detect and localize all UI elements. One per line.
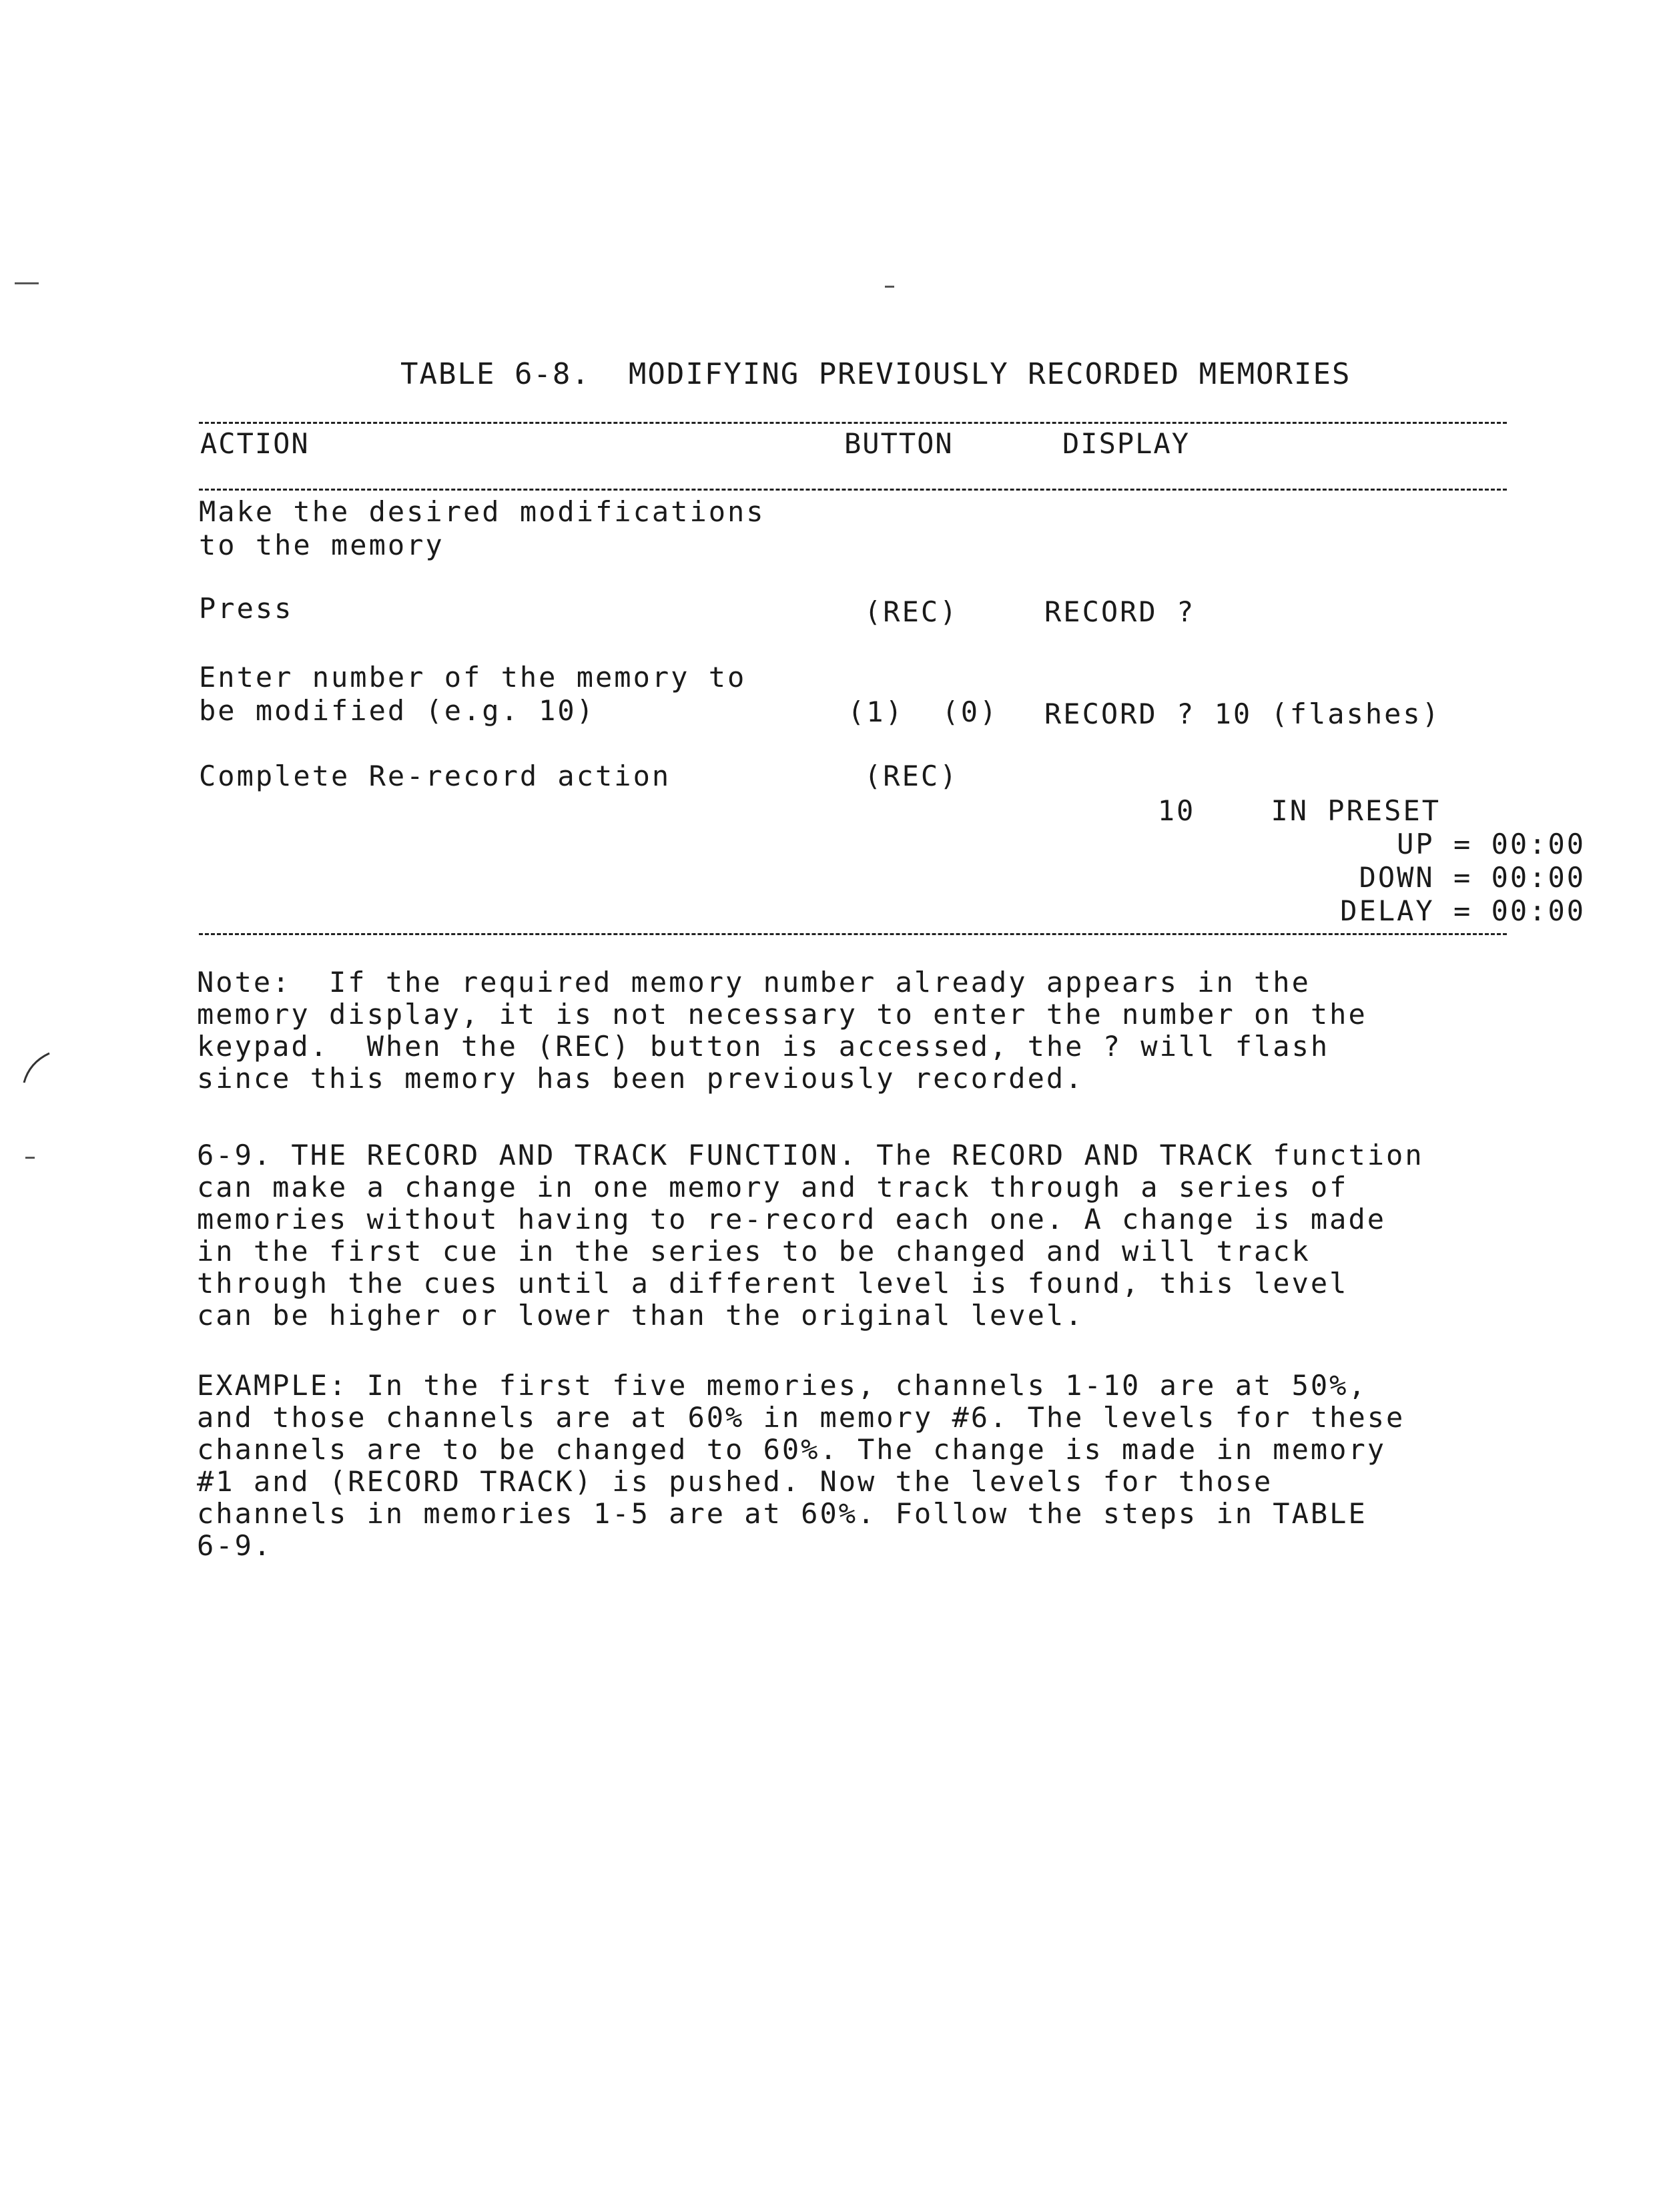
example-line: 6-9. xyxy=(197,1529,273,1562)
table-top-rule xyxy=(199,422,1507,424)
example-line: channels are to be changed to 60%. The change is made in memory xyxy=(197,1433,1387,1466)
scan-mark xyxy=(15,282,39,284)
display-memory-state: IN PRESET xyxy=(1271,794,1441,827)
display-memory-number: 10 xyxy=(1157,794,1196,827)
row4-action: Complete Re-record action xyxy=(199,760,671,792)
row1-action-line2: to the memory xyxy=(199,529,444,561)
example-line: channels in memories 1-5 are at 60%. Follow the steps in TABLE xyxy=(197,1497,1367,1530)
section-line: 6-9. THE RECORD AND TRACK FUNCTION. The RECORD AND TRACK function xyxy=(197,1139,1424,1171)
table-header-rule xyxy=(199,489,1507,491)
section-line: can make a change in one memory and track through a series of xyxy=(197,1171,1349,1203)
note-line: since this memory has been previously recorded. xyxy=(197,1062,1084,1095)
scan-mark xyxy=(25,1157,35,1159)
display-line xyxy=(1044,761,1586,827)
note-line: keypad. When the (REC) button is accessed, the ? will flash xyxy=(197,1030,1330,1063)
section-6-9-paragraph xyxy=(197,1139,1518,1332)
row4-button: (REC) xyxy=(864,760,959,792)
section-line: memories without having to re-record each one. A change is made xyxy=(197,1203,1387,1235)
note-line: memory display, it is not necessary to enter the number on the xyxy=(197,998,1367,1031)
section-line: through the cues until a different level is found, this level xyxy=(197,1267,1349,1300)
example-line: #1 and (RECORD TRACK) is pushed. Now the levels for those xyxy=(197,1465,1273,1498)
row4-display xyxy=(1044,761,1586,927)
scan-mark xyxy=(885,286,894,288)
margin-stroke xyxy=(20,1048,60,1088)
section-line: can be higher or lower than the original level. xyxy=(197,1299,1084,1332)
row3-display: RECORD ? 10 (flashes) xyxy=(1044,698,1441,730)
display-down-value: = 00:00 xyxy=(1453,861,1586,894)
display-up-value: = 00:00 xyxy=(1453,828,1586,860)
row2-display: RECORD ? xyxy=(1044,595,1196,628)
table-title: TABLE 6-8. MODIFYING PREVIOUSLY RECORDED MEMORIES xyxy=(400,357,1351,391)
example-paragraph xyxy=(197,1370,1518,1562)
display-up-label: UP xyxy=(1397,828,1435,860)
header-action: ACTION xyxy=(200,427,310,460)
note-line: Note: If the required memory number already appears in the xyxy=(197,966,1311,999)
row3-action-line2: be modified (e.g. 10) xyxy=(199,694,596,727)
row1-action-line1: Make the desired modifications xyxy=(199,495,765,528)
table-bottom-rule xyxy=(199,933,1507,935)
display-down-label: DOWN xyxy=(1359,861,1435,894)
section-line: in the first cue in the series to be changed and will track xyxy=(197,1235,1311,1268)
display-delay-label: DELAY xyxy=(1340,894,1435,927)
header-button: BUTTON xyxy=(844,427,954,460)
example-line: and those channels are at 60% in memory #6. The levels for these xyxy=(197,1401,1405,1434)
header-display: DISPLAY xyxy=(1062,427,1191,460)
note-paragraph xyxy=(197,966,1518,1095)
row2-button: (REC) xyxy=(864,595,959,628)
display-delay-value: = 00:00 xyxy=(1453,894,1586,927)
row2-action: Press xyxy=(199,592,294,625)
row3-button: (1) (0) xyxy=(848,696,999,728)
row3-action-line1: Enter number of the memory to xyxy=(199,661,747,694)
example-line: EXAMPLE: In the first five memories, channels 1-10 are at 50%, xyxy=(197,1369,1367,1402)
